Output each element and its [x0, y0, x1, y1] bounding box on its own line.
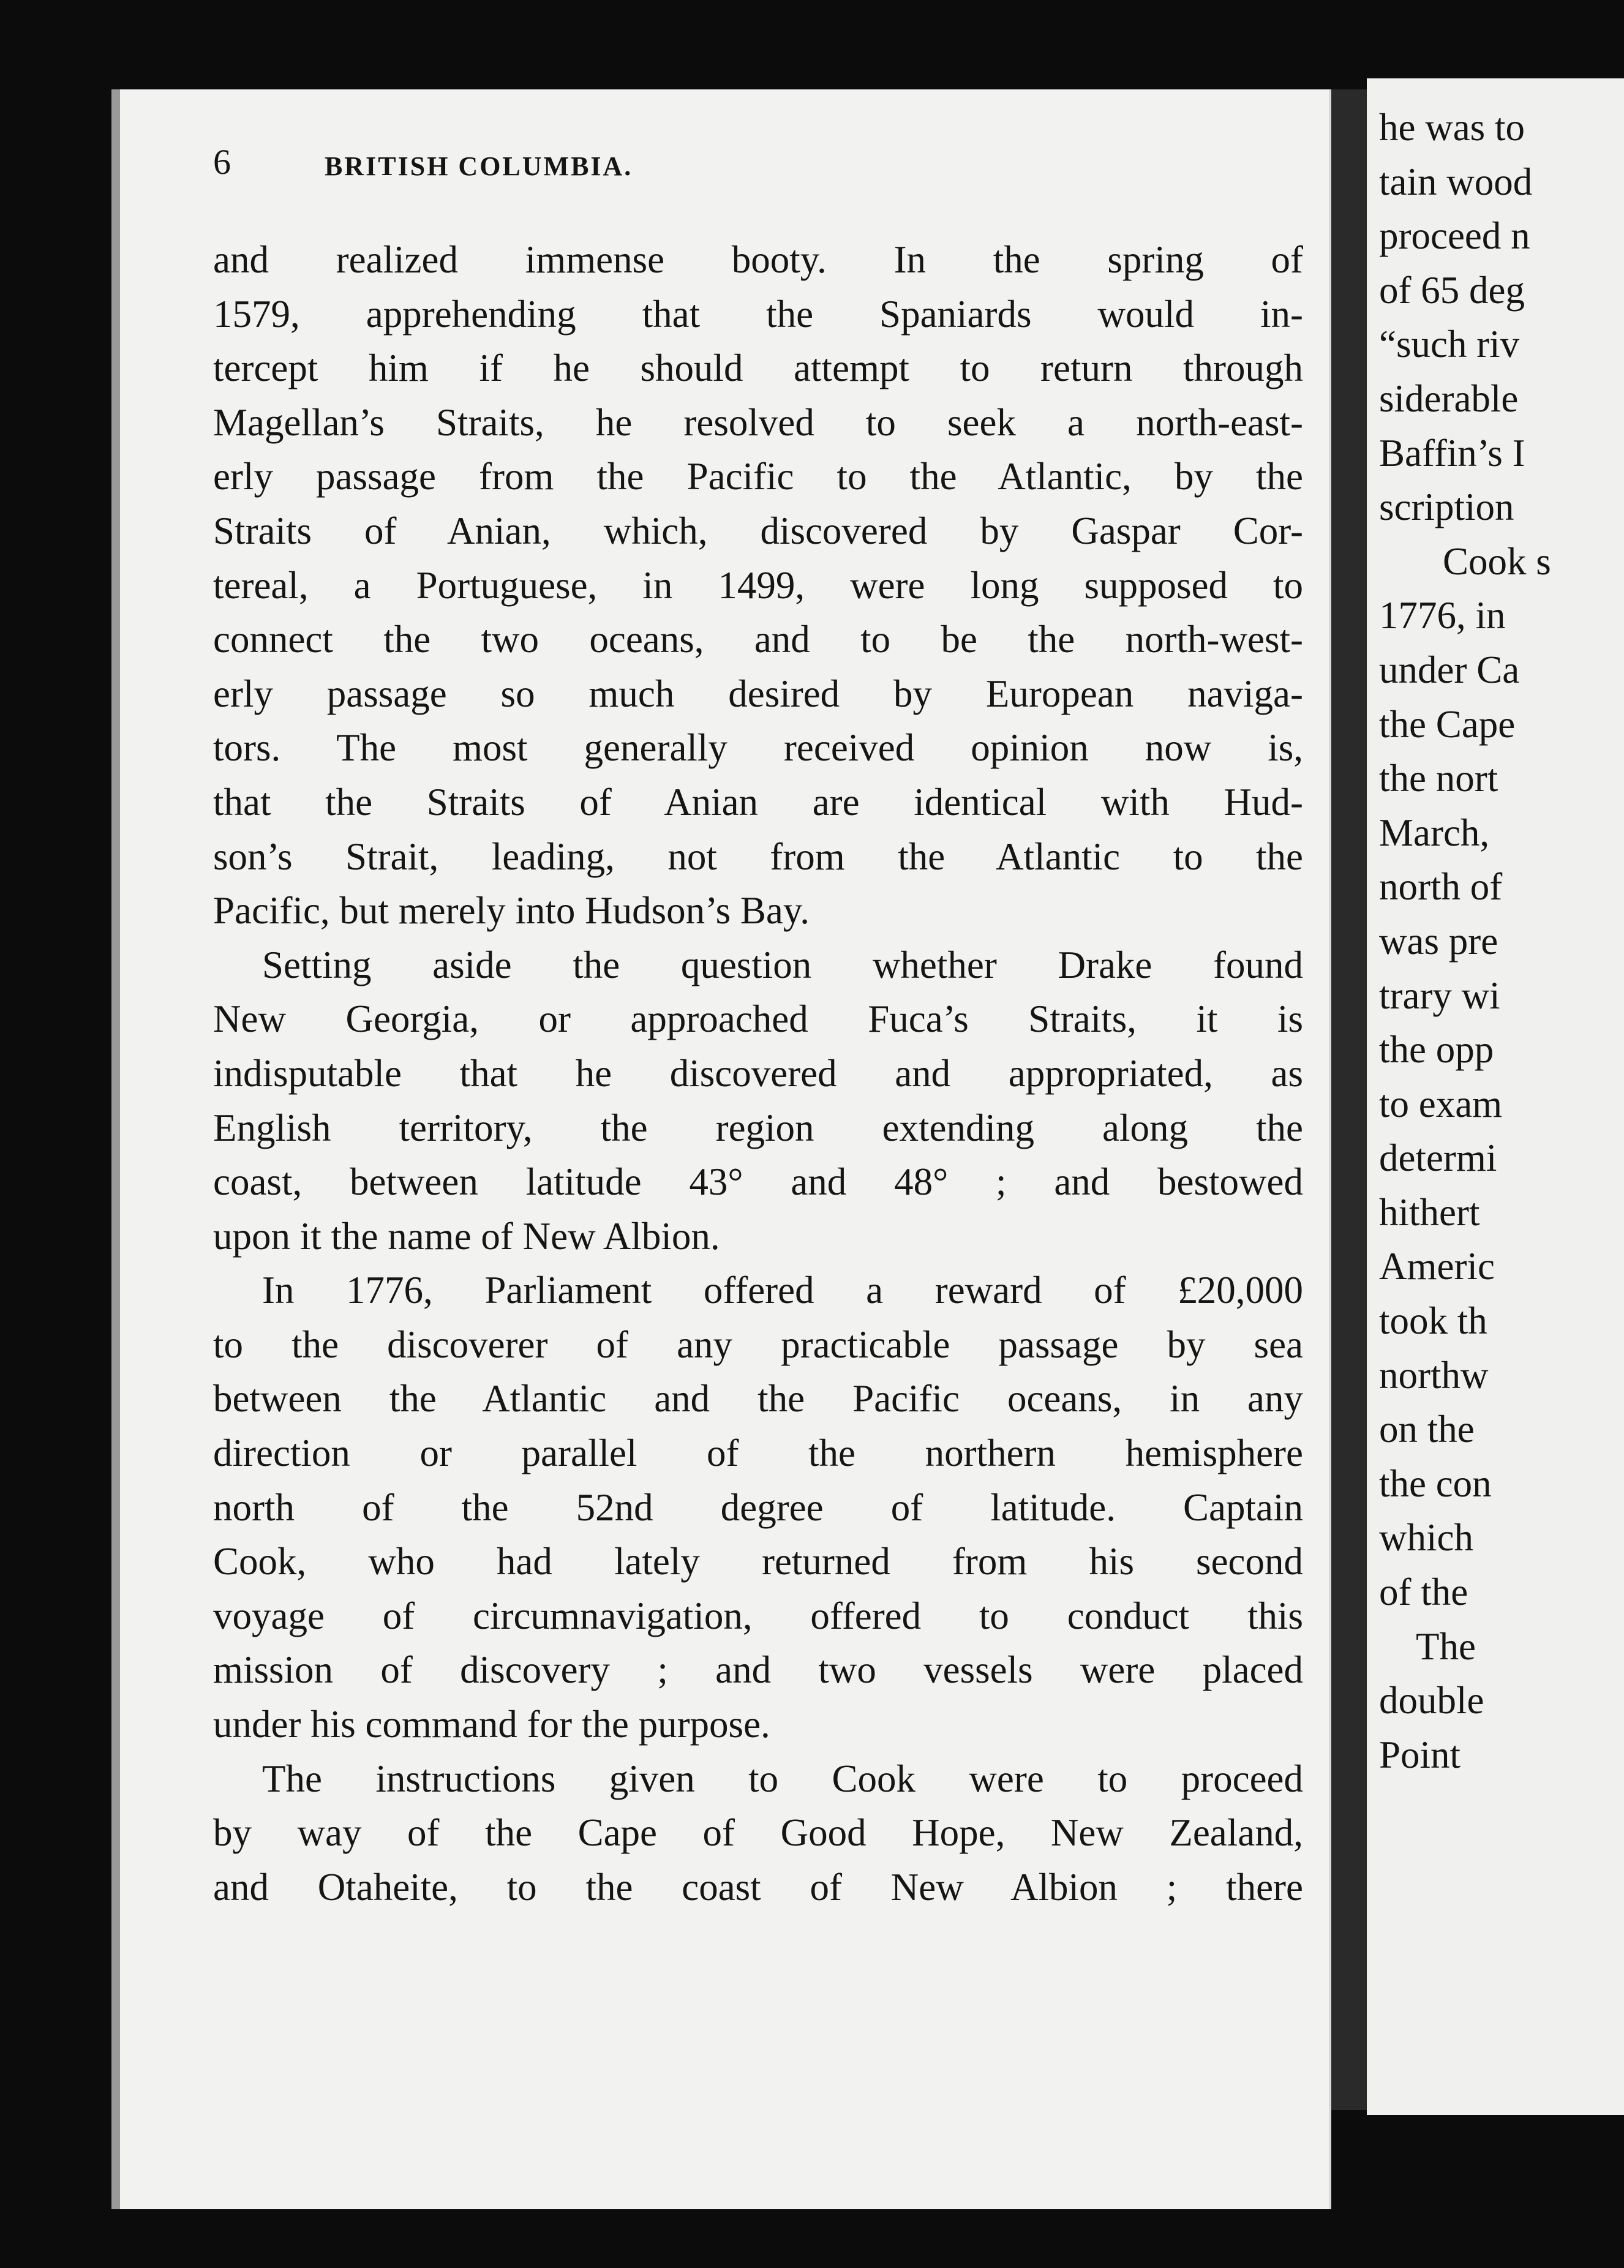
text-line: March, [1379, 811, 1490, 854]
text-line: upon it the name of New Albion. [213, 1214, 720, 1258]
text-line: 1579, apprehending that the Spaniards would in- [213, 292, 1303, 336]
text-line: north of the 52nd degree of latitude. Captain [213, 1485, 1303, 1529]
text-line: tereal, a Portuguese, in 1499, were long supposed to [213, 563, 1303, 607]
text-line: siderable [1379, 377, 1519, 420]
text-line: coast, between latitude 43° and 48° ; and bestowed [213, 1160, 1303, 1204]
text-line: the con [1379, 1462, 1492, 1505]
text-line: on the [1379, 1408, 1475, 1451]
text-line: proceed n [1379, 214, 1530, 258]
right-page-text-clip [1367, 78, 1624, 2115]
text-line: and Otaheite, to the coast of New Albion ; there [213, 1865, 1303, 1909]
text-line: Straits of Anian, which, discovered by Gaspar Cor- [213, 509, 1303, 552]
text-line: erly passage so much desired by European naviga- [213, 672, 1303, 715]
text-line: under his command for the purpose. [213, 1703, 770, 1746]
text-line: of 65 deg [1379, 268, 1525, 312]
text-line: The [1416, 1624, 1476, 1668]
text-line: between the Atlantic and the Pacific oceans, in any [213, 1377, 1303, 1421]
text-line: “such riv [1379, 323, 1520, 366]
text-line: 1776, in [1379, 594, 1506, 637]
text-line: Baffin’s I [1379, 431, 1525, 475]
text-line: under Ca [1379, 648, 1520, 691]
text-line: son’s Strait, leading, not from the Atlantic to the [213, 835, 1303, 878]
text-line: Pacific, but merely into Hudson’s Bay. [213, 889, 810, 933]
left-page-body-text [213, 233, 1303, 1914]
text-line: took th [1379, 1299, 1487, 1343]
text-line: tors. The most generally received opinion now is, [213, 726, 1303, 770]
page-binding-edge [111, 89, 120, 2209]
text-line: which [1379, 1516, 1473, 1560]
text-line: The instructions given to Cook were to proceed [262, 1757, 1303, 1800]
text-line: Cook s [1443, 539, 1551, 583]
text-line: English territory, the region extending along the [213, 1106, 1303, 1149]
text-line: to the discoverer of any practicable passage by sea [213, 1323, 1303, 1366]
running-head: BRITISH COLUMBIA. [325, 151, 633, 181]
text-line: hithert [1379, 1190, 1480, 1234]
text-line: Point [1379, 1733, 1461, 1776]
text-line: tain wood [1379, 160, 1533, 203]
page-number: 6 [213, 142, 231, 182]
right-page-body-text [1379, 100, 1624, 1782]
text-line: to exam [1379, 1082, 1503, 1125]
text-line: was pre [1379, 919, 1498, 963]
text-line: mission of discovery ; and two vessels were placed [213, 1648, 1303, 1692]
text-line: determi [1379, 1136, 1497, 1180]
text-line: In 1776, Parliament offered a reward of £20,000 [262, 1269, 1303, 1312]
text-line: the nort [1379, 757, 1498, 800]
text-line: erly passage from the Pacific to the Atlantic, by the [213, 455, 1303, 498]
text-line: Setting aside the question whether Drake found [262, 943, 1303, 986]
text-line: direction or parallel of the northern hemisphere [213, 1432, 1303, 1475]
text-line: connect the two oceans, and to be the north-west- [213, 618, 1303, 661]
page-gutter-shadow [1331, 89, 1367, 2110]
text-line: he was to [1379, 106, 1525, 149]
text-line: that the Straits of Anian are identical with Hud- [213, 780, 1303, 824]
text-line: the Cape [1379, 702, 1516, 746]
text-line: by way of the Cape of Good Hope, New Zealand, [213, 1811, 1303, 1855]
text-line: voyage of circumnavigation, offered to conduct this [213, 1594, 1303, 1637]
text-line: Magellan’s Straits, he resolved to seek a north-east- [213, 400, 1303, 444]
text-line: and realized immense booty. In the spring of [213, 238, 1303, 281]
text-line: north of [1379, 865, 1503, 909]
text-line: tercept him if he should attempt to return through [213, 347, 1303, 390]
text-line: of the [1379, 1571, 1468, 1614]
text-line: northw [1379, 1353, 1489, 1397]
text-line: the opp [1379, 1028, 1494, 1072]
text-line: trary wi [1379, 974, 1500, 1017]
text-line: double [1379, 1679, 1484, 1722]
text-line: Cook, who had lately returned from his second [213, 1540, 1303, 1583]
text-line: scription [1379, 486, 1514, 529]
text-line: indisputable that he discovered and appropriated, as [213, 1051, 1303, 1095]
text-line: New Georgia, or approached Fuca’s Straits, it is [213, 997, 1303, 1041]
text-line: Americ [1379, 1245, 1495, 1288]
